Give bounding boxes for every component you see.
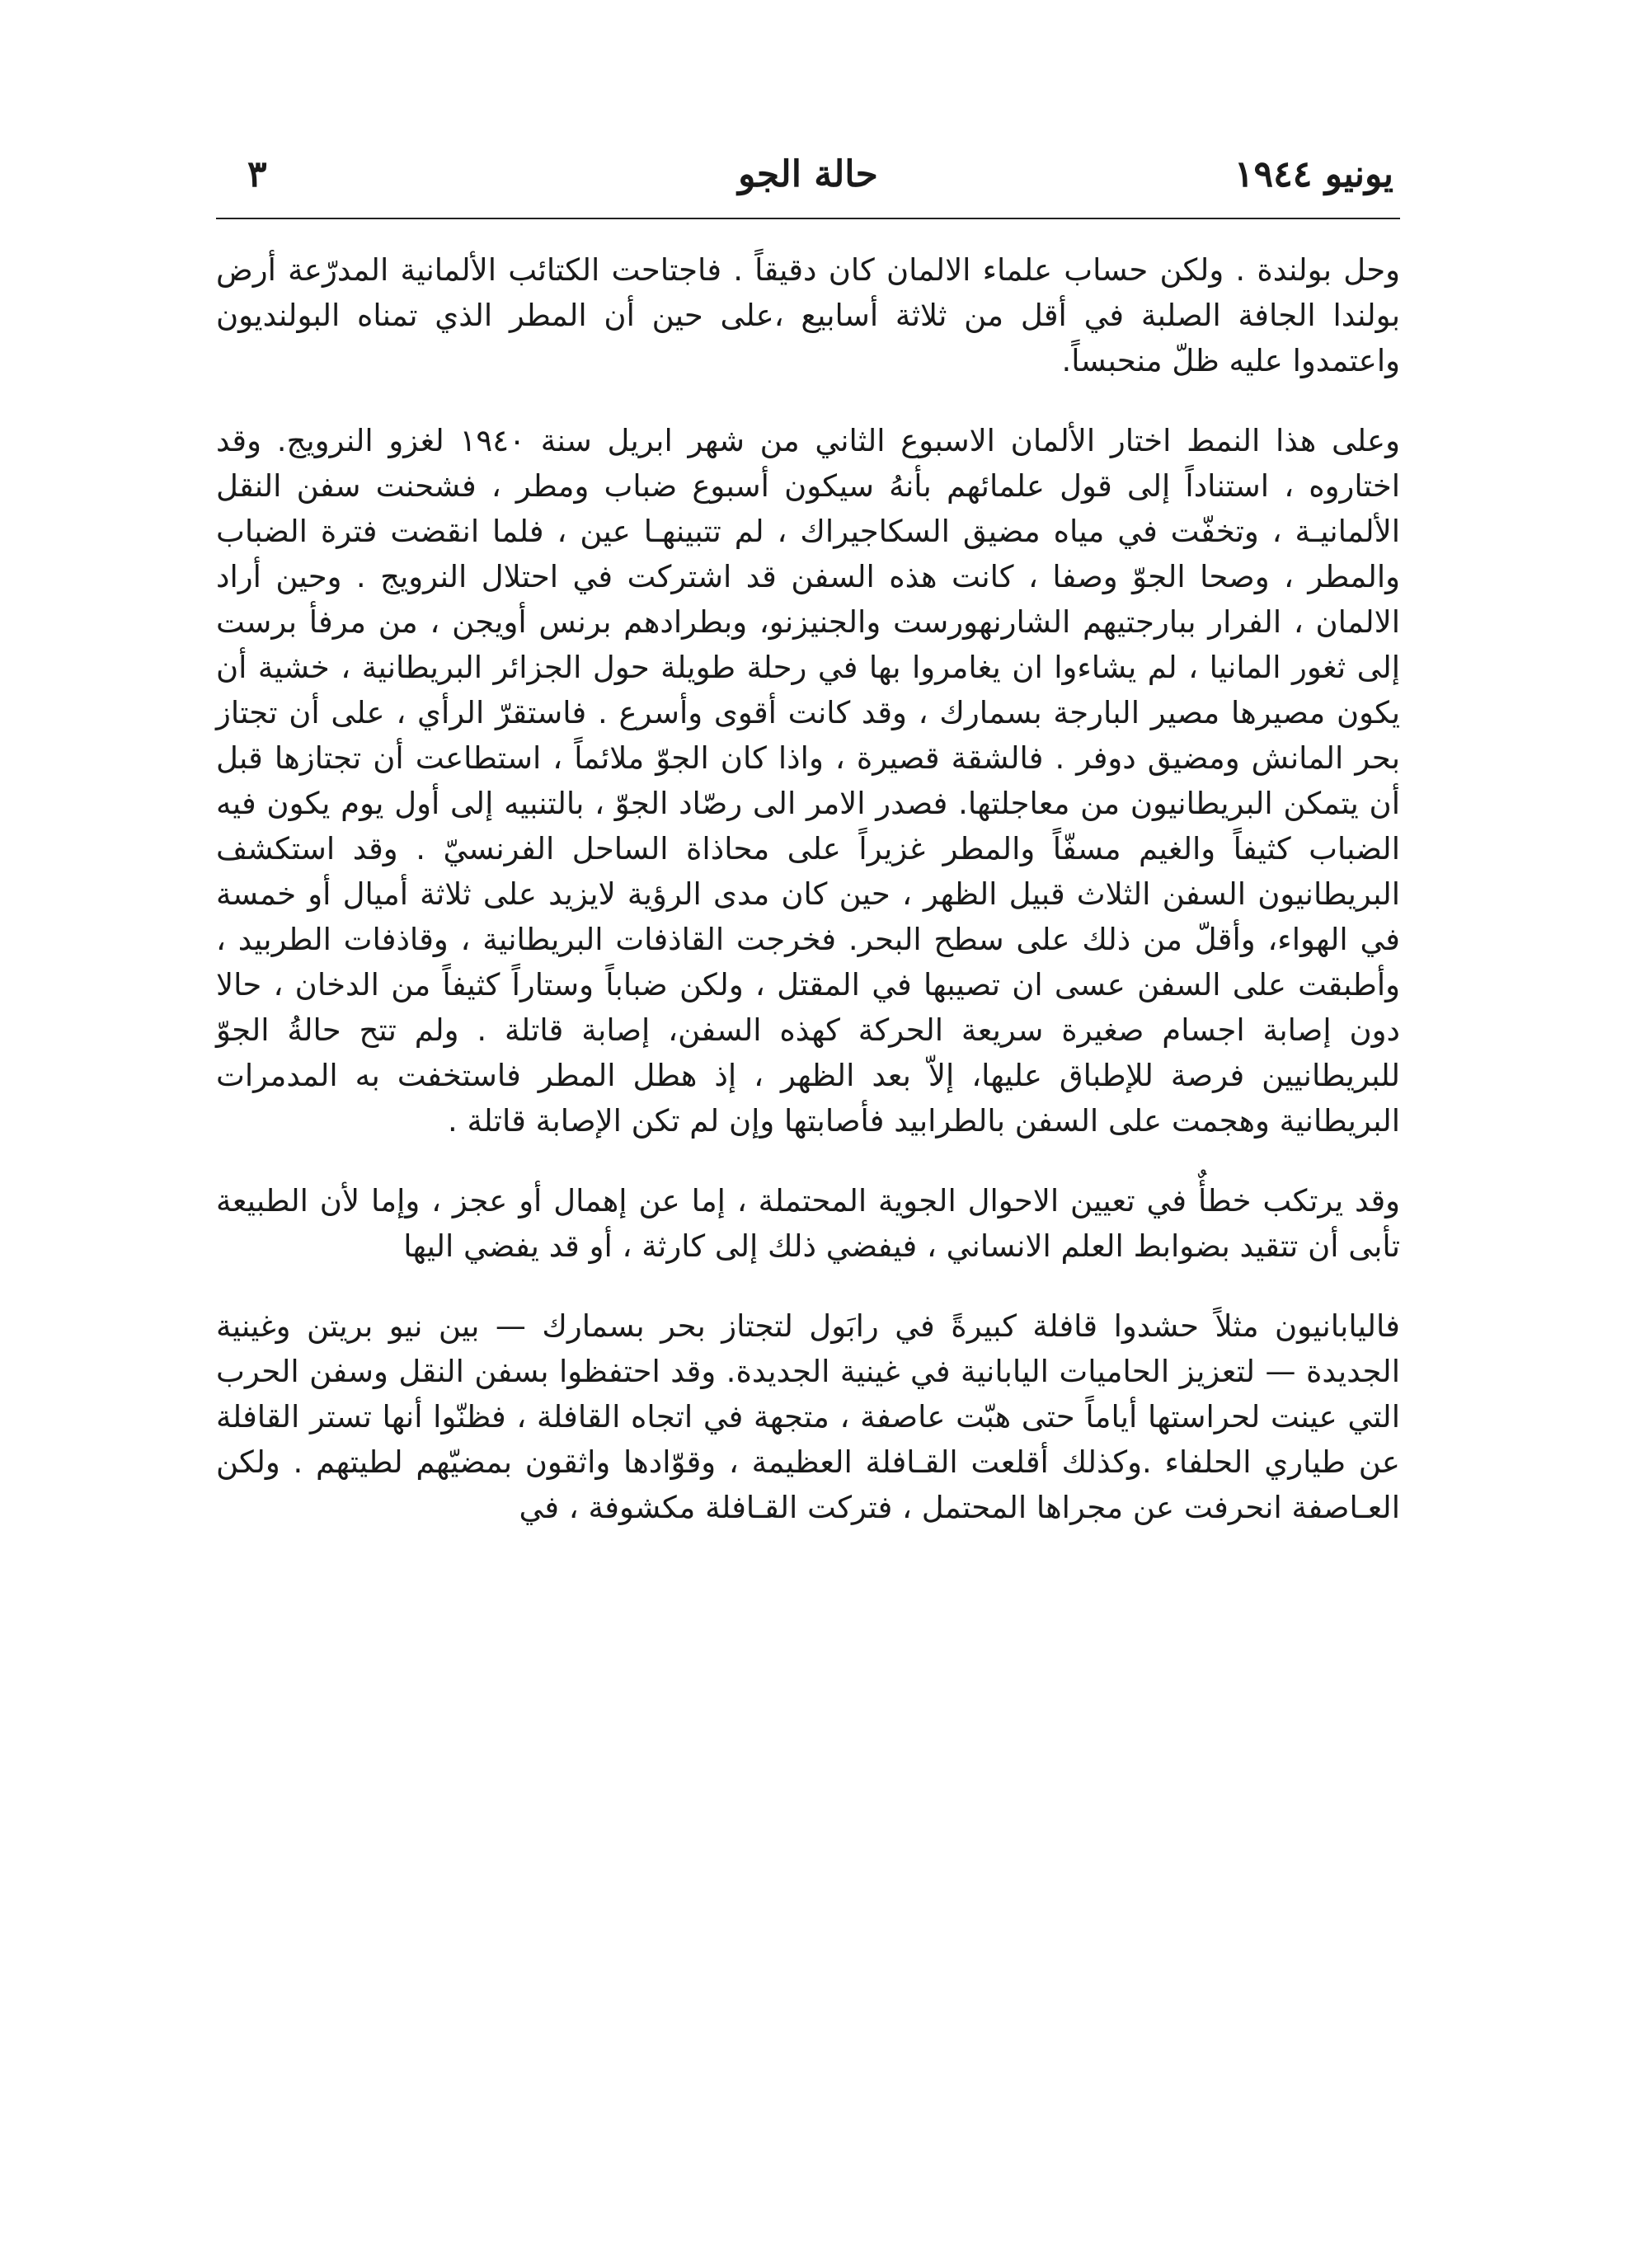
header-title: حالة الجو [738,153,878,195]
paragraph-2: وعلى هذا النمط اختار الألمان الاسبوع الثاني من شهر ابريل سنة ١٩٤٠ لغزو النرويج. وقد اختاروه ، استناداً إلى قول علمائهم بأنهُ سيكون أسبوع ضباب ومطر ، فشحنت سفن النقل الألمانيـة ، وتخفّت في مياه مضيق السكاجيراك ، لم تتبينهـا عين ، فلما انقضت فترة الضباب والمطر ، وصحا الجوّ وصفا ، كانت هذه السفن قد اشتركت في احتلال النرويج . وحين أراد الالمان ، الفرار ببارجتيهم الشارنهورست والجنيزنو، وبطرادهم برنس أويجن ، من مرفأ برست إلى ثغور المانيا ، لم يشاءوا ان يغامروا بها في رحلة طويلة حول الجزائر البريطانية ، خشية أن يكون مصيرها مصير البارجة بسمارك ، وقد كانت أقوى وأسرع . فاستقرّ الرأي ، على أن تجتاز بحر المانش ومضيق دوفر . فالشقة قصيرة ، واذا كان الجوّ ملائماً ، استطاعت أن تجتازها قبل أن يتمكن البريطانيون من معاجلتها. فصدر الامر الى رصّاد الجوّ ، بالتنبيه إلى أول يوم يكون فيه الضباب كثيفاً والغيم مسفّاً والمطر غزيراً على محاذاة الساحل الفرنسيّ . وقد استكشف البريطانيون السفن الثلاث قبيل الظهر ، حين كان مدى الرؤية لايزيد على ثلاثة أميال أو خمسة في الهواء، وأقلّ من ذلك على سطح البحر. فخرجت القاذفات البريطانية ، وقاذفات الطربيد ، وأطبقت على السفن عسى ان تصيبها في المقتل ، ولكن ضباباً وستاراً كثيفاً من الدخان ، حالا دون إصابة اجسام صغيرة سريعة الحركة كهذه السفن، إصابة قاتلة . ولم تتح حالةُ الجوّ للبريطانيين فرصة للإطباق عليها، إلاّ بعد الظهر ، إذ هطل المطر فاستخفت به المدمرات البريطانية وهجمت على السفن بالطرابيد فأصابتها وإن لم تكن الإصابة قاتلة . [216,423,1400,1139]
header-rule [216,218,1400,219]
header-date: يونيو ١٩٤٤ [1234,153,1393,195]
paragraph-1: وحل بولندة . ولكن حساب علماء الالمان كان دقيقاً . فاجتاحت الكتائب الألمانية المدرّعة أرض بولندا الجافة الصلبة في أقل من ثلاثة أسابيع ،على حين أن المطر الذي تمناه البولنديون واعتمدوا عليه ظلّ منحبساً. [216,252,1400,378]
page-number: ٣ [247,153,267,195]
paragraph-3: وقد يرتكب خطأٌ في تعيين الاحوال الجوية المحتملة ، إما عن إهمال أو عجز ، وإما لأن الطبيعة تأبى أن تتقيد بضوابط العلم الانساني ، فيفضي ذلك إلى كارثة ، أو قد يفضي اليها [216,1183,1400,1264]
running-header [223,142,1393,208]
paragraph-4: فاليابانيون مثلاً حشدوا قافلة كبيرةً في رابَول لتجتاز بحر بسمارك — بين نيو بريتن وغينية الجديدة — لتعزيز الحاميات اليابانية في غينية الجديدة. وقد احتفظوا بسفن النقل وسفن الحرب التي عينت لحراستها أياماً حتى هبّت عاصفة ، متجهة في اتجاه القافلة ، فظنّوا أنها تستر القافلة عن طياري الحلفاء .وكذلك أقلعت القـافلة العظيمة ، وقوّادها واثقون بمضيّهم لطيتهم . ولكن العـاصفة انحرفت عن مجراها المحتمل ، فتركت القـافلة مكشوفة ، في [216,1308,1400,1525]
body-text [216,247,1400,1530]
